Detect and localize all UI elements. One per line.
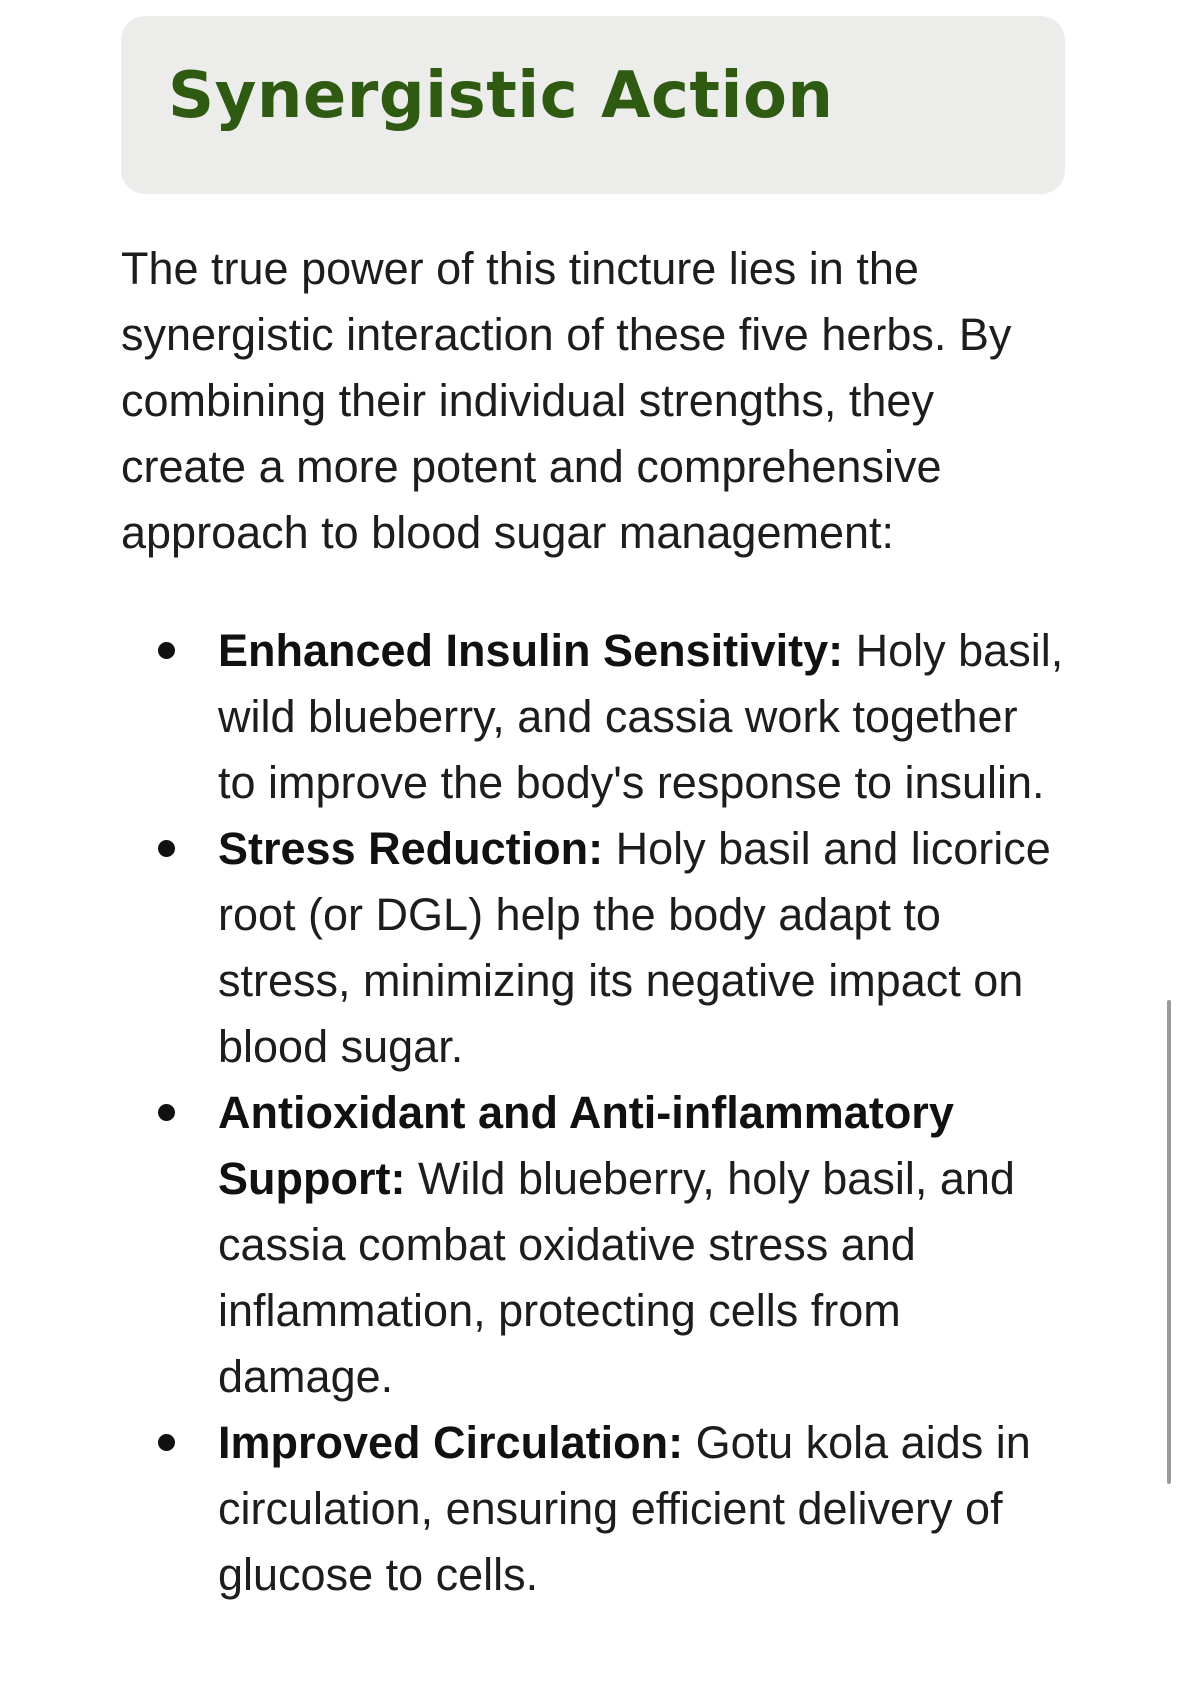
bullet-icon [158,1104,175,1121]
benefit-description: Gotu kola aids in circulation, ensuring efficient delivery of glucose to cells. [218,1417,1031,1600]
benefit-description: Holy basil, wild blueberry, and cassia work together to improve the body's response to insulin. [218,625,1064,808]
bullet-icon [158,840,175,857]
benefit-term: Improved Circulation: [218,1417,684,1468]
benefit-term: Antioxidant and Anti-inflammatory Support: [218,1087,954,1204]
benefit-item-insulin-sensitivity [121,618,1065,816]
benefit-item-improved-circulation [121,1410,1065,1608]
benefit-term: Enhanced Insulin Sensitivity: [218,625,844,676]
bullet-icon [158,1434,175,1451]
bullet-icon [158,642,175,659]
benefits-list [121,618,1065,1608]
benefit-description: Holy basil and licorice root (or DGL) help the body adapt to stress, minimizing its negative impact on blood sugar. [218,823,1051,1072]
section-heading-box [121,16,1065,194]
article-section [121,16,1065,1608]
benefit-item-stress-reduction [121,816,1065,1080]
benefit-description: Wild blueberry, holy basil, and cassia combat oxidative stress and inflammation, protecting cells from damage. [218,1153,1015,1402]
intro-paragraph: The true power of this tincture lies in the synergistic interaction of these five herbs. By combining their individual strengths, they create a more potent and comprehensive approach to blood sugar management: [121,243,1012,558]
benefit-term: Stress Reduction: [218,823,604,874]
benefit-item-antioxidant-support [121,1080,1065,1410]
section-title: Synergistic Action [168,59,834,133]
scrollbar-thumb[interactable] [1167,1000,1171,1484]
